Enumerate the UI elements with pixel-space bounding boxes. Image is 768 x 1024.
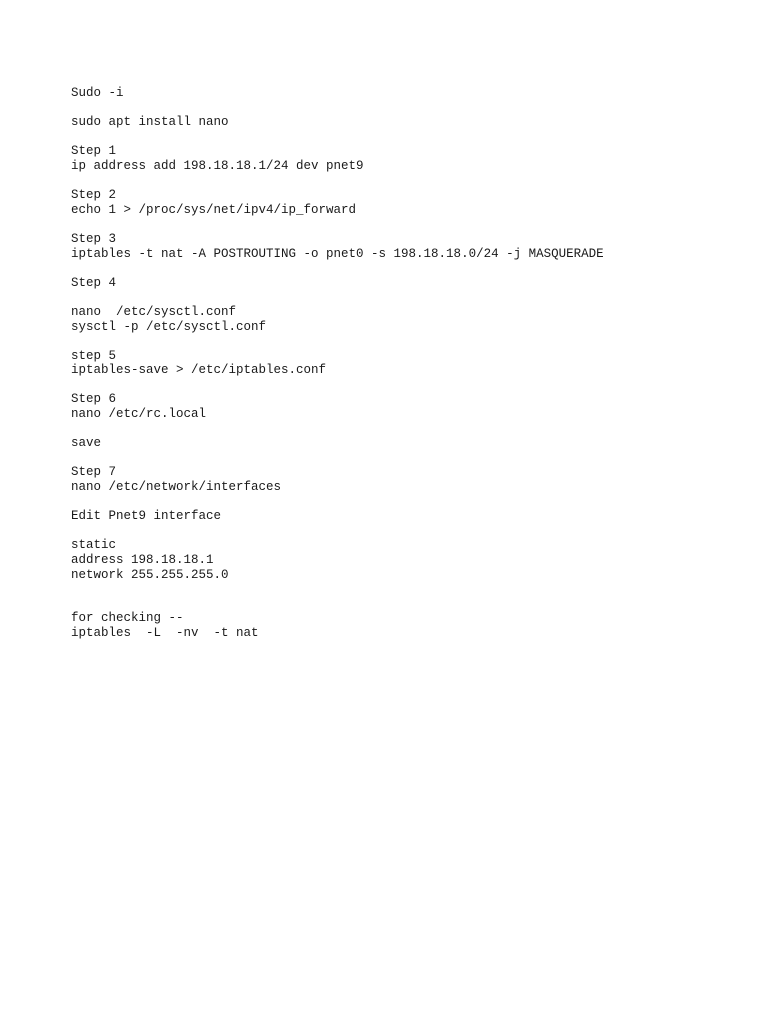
blank-line bbox=[71, 582, 731, 597]
config-line: static bbox=[71, 538, 117, 553]
blank-line bbox=[71, 524, 731, 539]
step-heading: Step 4 bbox=[71, 275, 117, 290]
blank-line bbox=[71, 334, 731, 349]
text-line: for checking -- bbox=[71, 611, 184, 626]
blank-line bbox=[71, 174, 731, 189]
blank-line bbox=[71, 378, 731, 393]
step-heading: Step 2 bbox=[71, 188, 117, 203]
step-heading: Step 7 bbox=[71, 465, 117, 480]
text-line: Sudo -i bbox=[71, 86, 124, 100]
step-heading: step 5 bbox=[71, 348, 117, 363]
command-line: iptables-save > /etc/iptables.conf bbox=[71, 363, 327, 378]
command-line: nano /etc/sysctl.conf bbox=[71, 304, 237, 319]
config-line: address 198.18.18.1 bbox=[71, 553, 214, 567]
blank-line bbox=[71, 101, 731, 116]
blank-line bbox=[71, 495, 731, 510]
step-heading: Step 6 bbox=[71, 392, 117, 407]
command-line: iptables -L -nv -t nat bbox=[71, 625, 259, 640]
command-line: echo 1 > /proc/sys/net/ipv4/ip_forward bbox=[71, 202, 357, 217]
text-line: Edit Pnet9 interface bbox=[71, 509, 222, 524]
command-line: iptables -t nat -A POSTROUTING -o pnet0 -s 198.18.18.0/24 -j MASQUERADE bbox=[71, 246, 604, 261]
blank-line bbox=[71, 597, 731, 612]
blank-line bbox=[71, 261, 731, 276]
command-line: sysctl -p /etc/sysctl.conf bbox=[71, 319, 267, 334]
blank-line bbox=[71, 451, 731, 466]
step-heading: Step 3 bbox=[71, 231, 117, 246]
blank-line bbox=[71, 290, 731, 305]
text-line: sudo apt install nano bbox=[71, 115, 229, 130]
command-line: nano /etc/network/interfaces bbox=[71, 480, 282, 495]
document-page bbox=[71, 86, 731, 641]
command-line: nano /etc/rc.local bbox=[71, 407, 207, 422]
blank-line bbox=[71, 422, 731, 437]
command-line: ip address add 198.18.18.1/24 dev pnet9 bbox=[71, 158, 364, 173]
blank-line bbox=[71, 217, 731, 232]
step-heading: Step 1 bbox=[71, 144, 117, 159]
text-line: save bbox=[71, 436, 102, 451]
blank-line bbox=[71, 130, 731, 145]
config-line: network 255.255.255.0 bbox=[71, 567, 229, 582]
